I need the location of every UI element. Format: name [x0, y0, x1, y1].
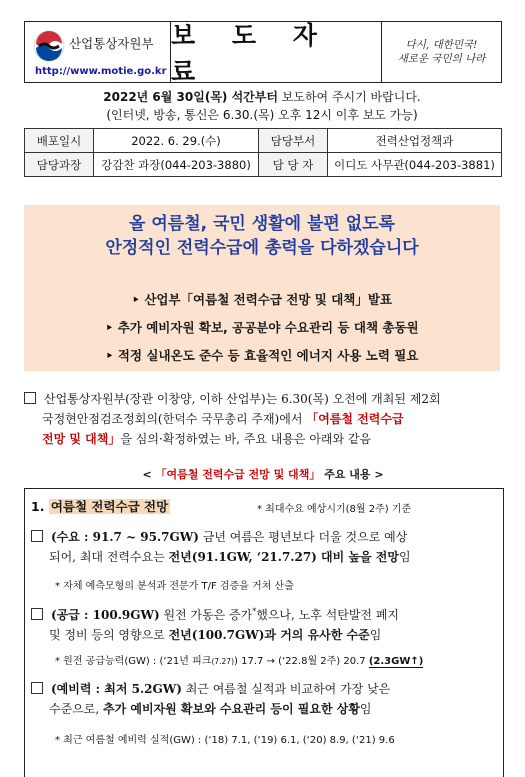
supply-end: 임 [369, 628, 382, 642]
demand-text-2: 되어, 최대 전력수요는 [49, 550, 169, 564]
supply-head: (공급 : 100.9GW) [51, 608, 160, 622]
intro-title-part-1: 「여름철 전력수급 [306, 412, 404, 426]
embargo-online: (인터넷, 방송, 통신은 6.30.(목) 오후 12시 이후 보도 가능) [106, 108, 418, 122]
ministry-logo-block [25, 22, 171, 82]
head-value: 강감찬 과장(044-203-3880) [94, 153, 259, 177]
reserve-head: (예비력 : 최저 5.2GW) [51, 682, 182, 696]
table-row [25, 153, 502, 177]
supply-note-increase: (2.3GW↑) [368, 656, 424, 667]
slogan-line-1: 다시, 대한민국! [405, 39, 478, 51]
supply-text-2: 및 정비 등의 영향으로 [49, 628, 169, 642]
demand-item [31, 527, 495, 567]
checkbox-square-icon [24, 392, 36, 404]
summary-title [24, 466, 502, 482]
press-header [24, 21, 502, 86]
reserve-bold: 추가 예비자원 확보와 수요관리 등이 필요한 상황 [103, 702, 360, 716]
ministry-name: 산업통상자원부 [69, 36, 154, 51]
section-note: * 최대수요 예상시기(8월 2주) 기준 [257, 504, 412, 515]
demand-head: (수요 : 91.7 ~ 95.7GW) [51, 530, 199, 544]
taegeuk-emblem-icon [33, 30, 65, 62]
reserve-text-1: 최근 여름철 실적과 비교하여 가장 낮은 [181, 682, 391, 696]
intro-line-3: 을 심의·확정하였는 바, 주요 내용은 아래와 같음 [120, 432, 372, 446]
summary-title-pre: < [142, 468, 156, 481]
demand-note: * 자체 예측모형의 분석과 전문가 T/F 검증을 거쳐 산출 [55, 581, 294, 592]
reserve-end: 임 [359, 702, 372, 716]
embargo-notice [24, 88, 500, 124]
supply-text-1b: 했으나, 노후 석탄발전 폐지 [256, 608, 400, 622]
ministry-url[interactable]: http://www.motie.go.kr [35, 66, 167, 77]
supply-bold: 전년(100.7GW)과 거의 유사한 수준 [168, 628, 370, 642]
summary-title-post: 주요 내용 > [320, 468, 384, 481]
intro-title-part-2: 전망 및 대책」 [42, 432, 121, 446]
supply-note-mid: ) 17.7 → (‘22.8월 2주) 20.7 [234, 656, 369, 667]
supply-note-text: * 원전 공급능력(GW) : (‘21년 피크 [55, 656, 212, 667]
headline-title-line-1: 올 여름철, 국민 생활에 불편 없도록 [129, 214, 395, 234]
demand-end: 임 [398, 550, 411, 564]
staff-label: 담 당 자 [259, 153, 328, 177]
date-value: 2022. 6. 29.(수) [94, 129, 259, 153]
summary-title-red: 「여름철 전력수급 전망 및 대책」 [155, 468, 321, 481]
embargo-text: 보도하여 주시기 바랍니다. [277, 90, 421, 104]
demand-text-1: 금년 여름은 평년보다 더울 것으로 예상 [198, 530, 408, 544]
headline-bullet-2: ‣ 추가 예비자원 확보, 공공분야 수요관리 등 대책 총동원 [105, 320, 419, 335]
supply-item [31, 602, 495, 645]
reserve-item [31, 679, 495, 719]
table-row [25, 129, 502, 153]
reserve-text-2: 수준으로, [49, 702, 103, 716]
checkbox-square-icon [31, 530, 43, 542]
intro-line-1: 산업통상자원부(장관 이창양, 이하 산업부)는 6.30(목) 오전에 개최된 제2회 [44, 392, 441, 406]
demand-bold: 전년(91.1GW, ‘21.7.27) 대비 높을 전망 [168, 550, 399, 564]
supply-note [55, 652, 423, 667]
section-1-box [24, 488, 504, 777]
reserve-note: * 최근 여름철 예비력 실적(GW) : (‘18) 7.1, (‘19) 6.1, (‘20) 8.9, (‘21) 9.6 [55, 735, 395, 746]
headline-title-line-2: 안정적인 전력수급에 총력을 다하겠습니다 [105, 238, 419, 258]
intro-paragraph [24, 389, 502, 449]
headline-bullet-1: ‣ 산업부「여름철 전력수급 전망 및 대책」발표 [131, 292, 393, 307]
headline-bullet-3: ‣ 적정 실내온도 준수 등 효율적인 에너지 사용 노력 필요 [105, 348, 419, 363]
page-title: 보 도 자 료 [171, 22, 382, 82]
contact-table [24, 128, 502, 177]
date-label: 배포일시 [25, 129, 94, 153]
supply-footnote-mark: * [252, 607, 257, 616]
slogan [382, 22, 501, 82]
head-label: 담당과장 [25, 153, 94, 177]
section-heading [31, 497, 170, 515]
section-number: 1. [31, 499, 45, 514]
checkbox-square-icon [31, 682, 43, 694]
checkbox-square-icon [31, 608, 43, 620]
embargo-time: 2022년 6월 30일(목) 석간부터 [103, 90, 278, 104]
supply-text-1: 원전 가동은 증가 [159, 608, 253, 622]
intro-line-2: 국정현안점검조정회의(한덕수 국무총리 주재)에서 [42, 412, 307, 426]
headline-title [24, 212, 500, 260]
slogan-line-2: 새로운 국민의 나라 [397, 53, 486, 65]
section-title: 여름철 전력수급 전망 [50, 499, 169, 514]
dept-value: 전력산업정책과 [328, 129, 502, 153]
supply-note-date: (7.27) [211, 657, 235, 666]
dept-label: 담당부서 [259, 129, 328, 153]
staff-value: 이디도 사무관(044-203-3881) [328, 153, 502, 177]
